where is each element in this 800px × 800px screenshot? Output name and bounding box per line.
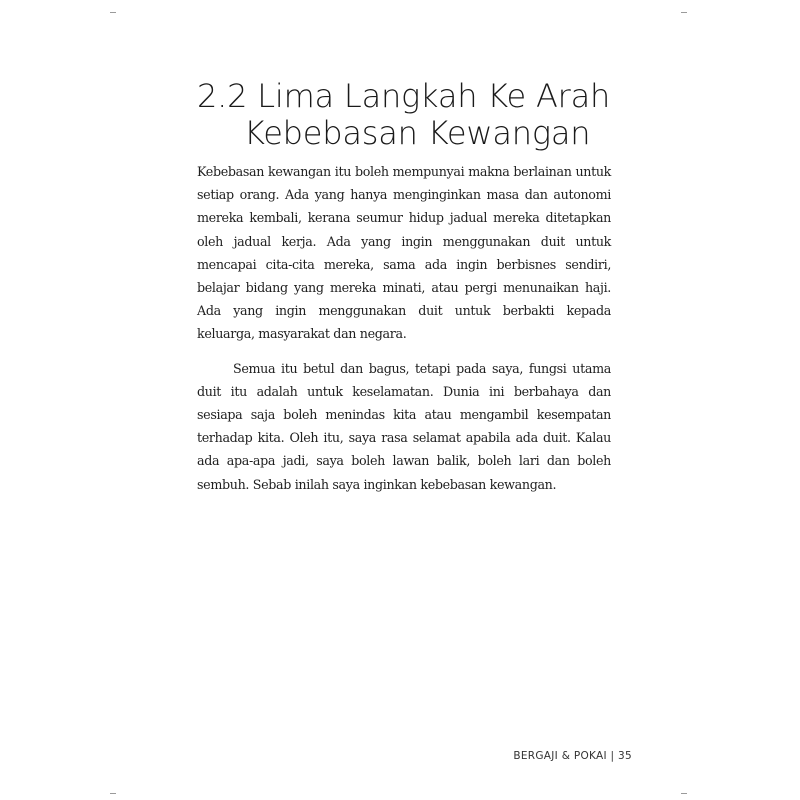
body-text [197, 160, 611, 496]
crop-mark-top-right [681, 12, 687, 13]
page-footer [513, 750, 632, 762]
footer-book-title: BERGAJI & POKAI [513, 750, 607, 762]
crop-mark-bottom-right [681, 793, 687, 794]
crop-mark-bottom-left [110, 793, 116, 794]
crop-mark-top-left [110, 12, 116, 13]
page-number: 35 [618, 750, 632, 762]
paragraph-2: Semua itu betul dan bagus, tetapi pada saya, fungsi utama duit itu adalah untuk keselamatan. Dunia ini berbahaya dan sesiapa saja boleh menindas kita atau mengambil kesempatan terhadap kita. Oleh itu, saya rasa selamat apabila ada duit. Kalau ada apa-apa jadi, saya boleh lawan balik, boleh lari dan boleh sembuh. Sebab inilah saya inginkan kebebasan kewangan. [197, 360, 611, 492]
paragraph-1: Kebebasan kewangan itu boleh mempunyai makna berlainan untuk setiap orang. Ada yang hanya menginginkan masa dan autonomi mereka kembali, kerana seumur hidup jadual mereka ditetapkan oleh jadual kerja. Ada yang ingin menggunakan duit untuk mencapai cita-cita mereka, sama ada ingin berbisnes sendiri, belajar bidang yang mereka minati, atau pergi menunaikan haji. Ada yang ingin menggunakan duit untuk berbakti kepada keluarga, masyarakat dan negara. [197, 164, 611, 342]
footer-separator: | [610, 750, 615, 762]
section-heading-line-2: Kebebasan Kewangan [244, 114, 591, 152]
section-heading-line-1: 2.2 Lima Langkah Ke Arah [197, 77, 611, 115]
section-heading [197, 78, 617, 152]
